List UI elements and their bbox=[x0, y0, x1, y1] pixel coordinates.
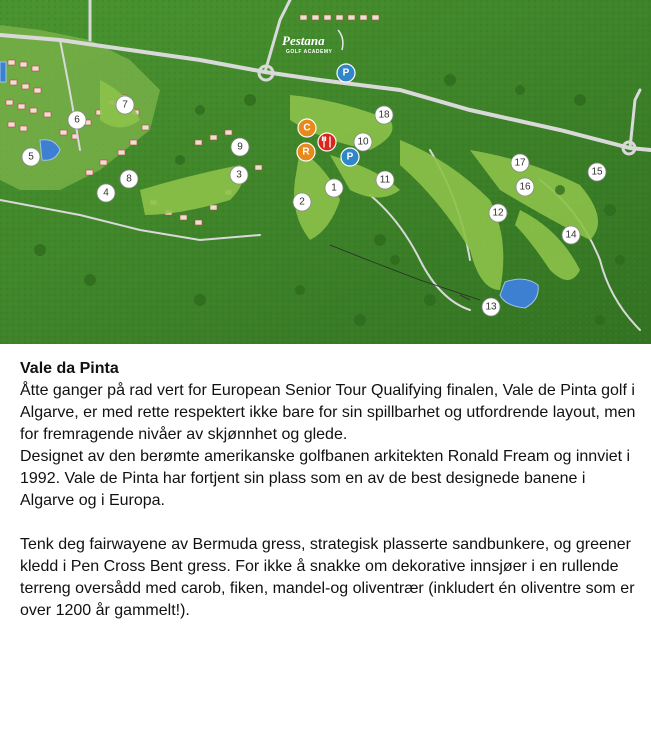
hole-marker[interactable] bbox=[68, 111, 86, 129]
hole-marker[interactable] bbox=[588, 163, 606, 181]
hole-number: 13 bbox=[485, 301, 497, 313]
hole-marker[interactable] bbox=[231, 138, 249, 156]
parking-marker[interactable] bbox=[341, 148, 359, 166]
hole-marker[interactable] bbox=[116, 96, 134, 114]
hole-marker[interactable] bbox=[325, 179, 343, 197]
hole-marker[interactable] bbox=[120, 170, 138, 188]
hole-number: 12 bbox=[492, 207, 504, 219]
article-paragraph: Tenk deg fairwayene av Bermuda gress, strategisk plasserte sandbunkere, og greener kledd i Pen Cross Bent gress. For ikke å snakke om dekorative innsjøer i en rullende terreng oversådd med carob, fiken, mandel-og oliventrær (inkludert én oliventre som er over 1200 år gammelt!). bbox=[20, 536, 635, 619]
hole-number: 6 bbox=[74, 114, 80, 126]
logo-sub: GOLF ACADEMY bbox=[286, 49, 333, 55]
hole-marker[interactable] bbox=[293, 193, 311, 211]
hole-number: 4 bbox=[103, 187, 109, 199]
hole-marker[interactable] bbox=[482, 298, 500, 316]
hole-marker[interactable] bbox=[354, 133, 372, 151]
hole-number: 16 bbox=[519, 181, 531, 193]
article-paragraph: Designet av den berømte amerikanske golfbanen arkitekten Ronald Fream og innviet i 1992. Vale de Pinta har fortjent sin plass som en av de best designede banene i Algarve og i Europa. bbox=[20, 448, 631, 509]
restaurant-letter: R bbox=[302, 146, 310, 158]
hole-marker[interactable] bbox=[511, 154, 529, 172]
paragraph-spacer bbox=[20, 512, 640, 534]
restaurant-marker[interactable] bbox=[297, 143, 315, 161]
hole-number: 11 bbox=[379, 174, 391, 186]
course-map bbox=[0, 0, 651, 344]
clubhouse-letter: C bbox=[303, 122, 311, 134]
hole-number: 15 bbox=[591, 166, 603, 178]
hole-number: 8 bbox=[126, 173, 132, 185]
article-paragraph: Åtte ganger på rad vert for European Senior Tour Qualifying finalen, Vale de Pinta golf i Algarve, er med rette respektert ikke bare for sin spillbarhet og utfordrende layout, men for fremragende nivåer av skjønnhet og glede. bbox=[20, 382, 636, 443]
hole-number: 17 bbox=[514, 157, 526, 169]
hole-marker[interactable] bbox=[230, 166, 248, 184]
parking-letter: P bbox=[342, 67, 350, 79]
hole-number: 3 bbox=[236, 169, 242, 181]
logo-name: Pestana bbox=[282, 33, 325, 48]
hole-number: 14 bbox=[565, 229, 577, 241]
clubhouse-marker[interactable] bbox=[298, 119, 316, 137]
hole-marker[interactable] bbox=[489, 204, 507, 222]
hole-marker[interactable] bbox=[22, 148, 40, 166]
course-map-illustration bbox=[0, 0, 651, 344]
hole-number: 10 bbox=[357, 136, 369, 148]
hole-number: 2 bbox=[299, 196, 305, 208]
article bbox=[20, 358, 640, 622]
hole-number: 5 bbox=[28, 151, 34, 163]
hole-marker[interactable] bbox=[376, 171, 394, 189]
parking-marker[interactable] bbox=[337, 64, 355, 82]
hole-number: 1 bbox=[331, 182, 337, 194]
hole-marker[interactable] bbox=[516, 178, 534, 196]
dining-marker[interactable] bbox=[318, 133, 336, 151]
article-title: Vale da Pinta bbox=[20, 360, 119, 377]
hole-number: 9 bbox=[237, 141, 243, 153]
hole-marker[interactable] bbox=[97, 184, 115, 202]
parking-letter: P bbox=[346, 151, 354, 163]
hole-number: 18 bbox=[378, 109, 390, 121]
hole-number: 7 bbox=[122, 99, 128, 111]
hole-marker[interactable] bbox=[375, 106, 393, 124]
hole-marker[interactable] bbox=[562, 226, 580, 244]
